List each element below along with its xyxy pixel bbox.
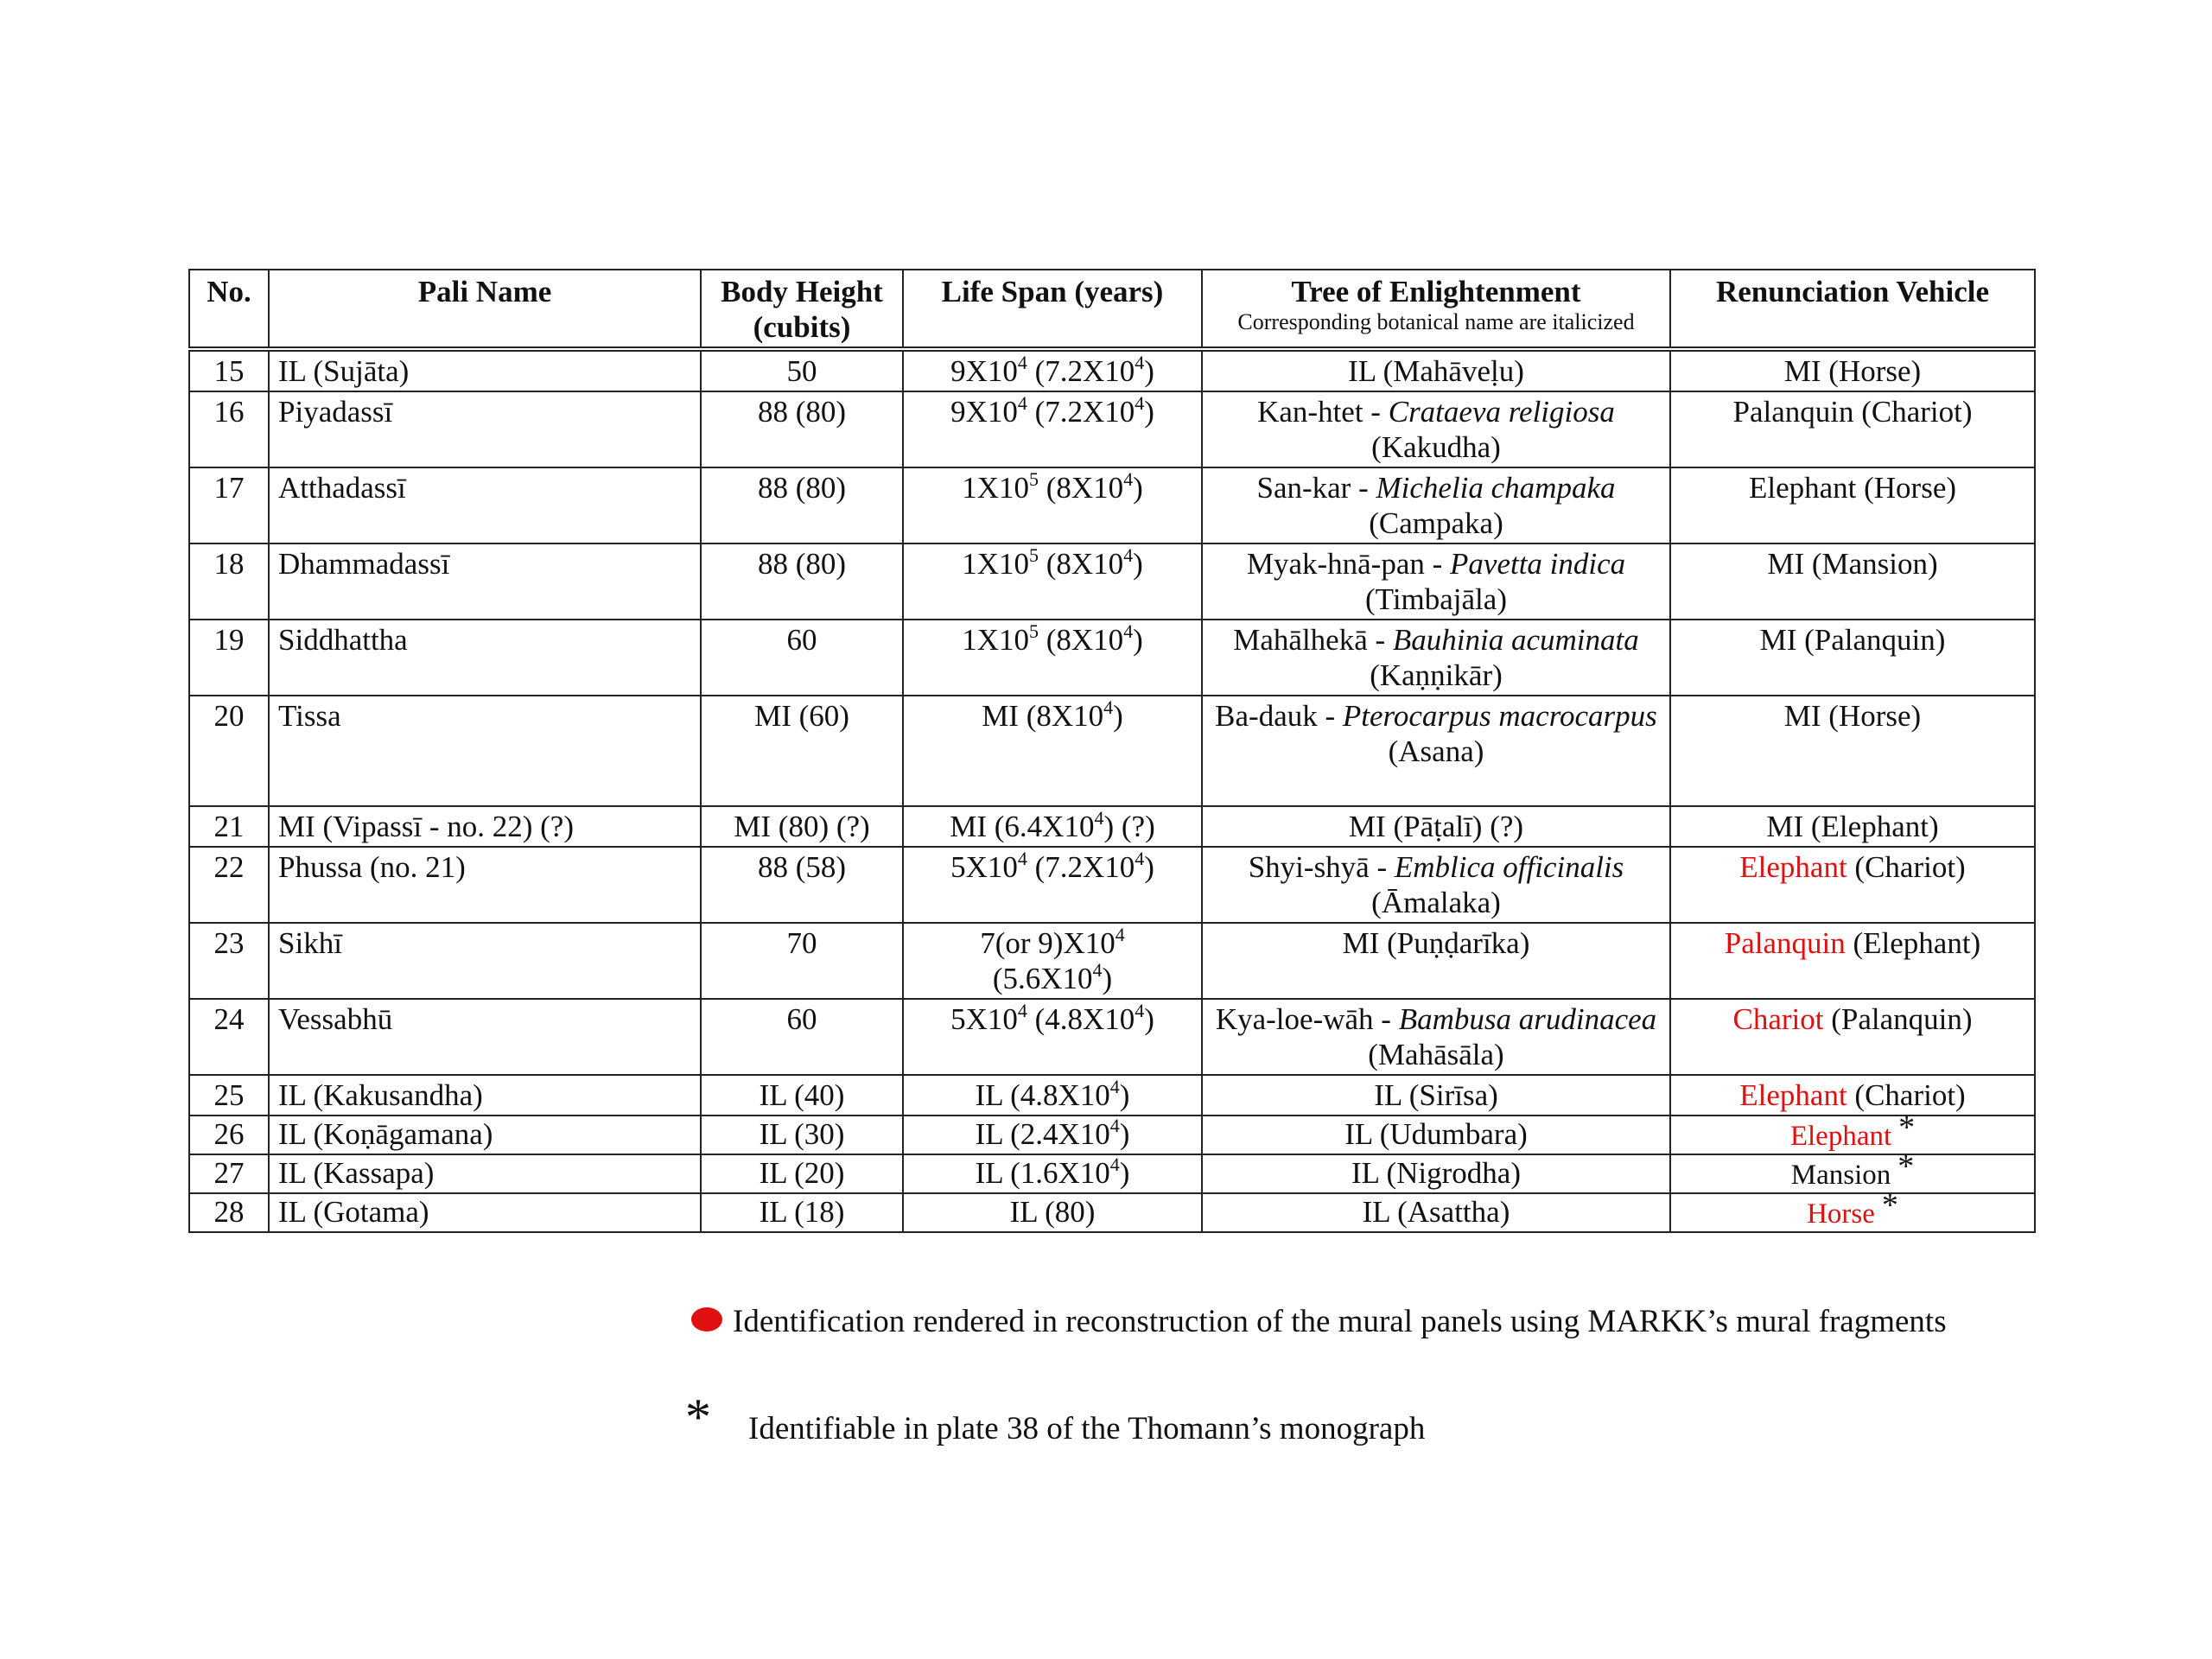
tree-botanical-name: Pavetta indica (1450, 547, 1626, 581)
cell-tree (1202, 806, 1670, 847)
cell-no: 17 (189, 467, 269, 543)
cell-body-height: 60 (701, 620, 903, 696)
tree-local-name: Kya-loe-wāh - (1215, 1002, 1399, 1036)
cell-pali-name: Sikhī (269, 923, 701, 999)
life-span-part: IL (2.4X10 (975, 1117, 1110, 1151)
tree-local-name: Shyi-shyā - (1248, 850, 1395, 884)
cell-body-height: MI (80) (?) (701, 806, 903, 847)
life-span-part: (4.8X10 (1027, 1002, 1135, 1036)
header-body-height (701, 270, 903, 349)
life-span-part: 7(or 9)X10 (980, 926, 1116, 960)
vehicle-reconstructed: Palanquin (1724, 926, 1846, 960)
cell-life-span (903, 620, 1202, 696)
life-span-part: (8X10 (1038, 471, 1124, 505)
vehicle-reconstructed: Chariot (1732, 1002, 1824, 1036)
cell-no: 27 (189, 1154, 269, 1193)
life-span-part: IL (4.8X10 (975, 1078, 1110, 1112)
life-span-part: ) (1144, 395, 1154, 429)
tree-botanical-name: Michelia champaka (1376, 471, 1616, 505)
tree-pali-name: (Mahāsāla) (1368, 1038, 1504, 1071)
vehicle-label: Palanquin (Chariot) (1732, 395, 1973, 429)
cell-pali-name: Vessabhū (269, 999, 701, 1075)
cell-tree (1202, 1075, 1670, 1116)
cell-pali-name: Dhammadassī (269, 543, 701, 620)
cell-no: 21 (189, 806, 269, 847)
cell-pali-name: Siddhattha (269, 620, 701, 696)
cell-life-span (903, 696, 1202, 806)
life-span-part: 4 (1109, 1076, 1120, 1097)
cell-tree (1202, 391, 1670, 467)
vehicle-label: MI (Palanquin) (1759, 623, 1946, 657)
cell-pali-name: Piyadassī (269, 391, 701, 467)
vehicle-label: MI (Horse) (1783, 354, 1922, 388)
cell-tree (1202, 999, 1670, 1075)
life-span-part: 9X10 (950, 395, 1018, 429)
tree-local-name: San-kar - (1256, 471, 1376, 505)
vehicle-label: MI (Elephant) (1766, 810, 1939, 843)
cell-life-span (903, 1116, 1202, 1154)
tree-local-name: Mahālhekā - (1233, 623, 1393, 657)
life-span-part: 4 (1123, 468, 1134, 490)
cell-no: 23 (189, 923, 269, 999)
table-row (189, 696, 2035, 806)
life-span-part: ) (1133, 471, 1143, 505)
life-span-part: MI (6.4X10 (950, 810, 1095, 843)
life-span-part: 5X10 (950, 850, 1018, 884)
life-span-part: 4 (1017, 392, 1027, 414)
cell-vehicle (1670, 391, 2035, 467)
cell-vehicle (1670, 923, 2035, 999)
cell-vehicle (1670, 1109, 2035, 1154)
cell-body-height: 70 (701, 923, 903, 999)
tree-local-name: Myak-hnā-pan - (1246, 547, 1451, 581)
cell-no: 28 (189, 1193, 269, 1232)
cell-vehicle (1670, 467, 2035, 543)
life-span-part: ) (1133, 623, 1143, 657)
cell-no: 22 (189, 847, 269, 923)
header-tree-label: Tree of Enlightenment (1291, 275, 1581, 308)
cell-vehicle (1670, 696, 2035, 806)
table-row (189, 1193, 2035, 1232)
cell-body-height: IL (18) (701, 1193, 903, 1232)
cell-body-height: IL (20) (701, 1154, 903, 1193)
cell-body-height: 88 (80) (701, 391, 903, 467)
cell-vehicle (1670, 999, 2035, 1075)
life-span-part: IL (80) (1009, 1195, 1096, 1229)
tree-local-name: MI (Pāṭalī) (?) (1348, 810, 1524, 843)
life-span-part: 4 (1017, 352, 1027, 373)
cell-life-span (903, 806, 1202, 847)
life-span-part: 4 (1123, 620, 1134, 642)
life-span-part: 5X10 (950, 1002, 1018, 1036)
cell-life-span (903, 923, 1202, 999)
life-span-part: 1X10 (962, 623, 1029, 657)
life-span-part: 5 (1028, 468, 1039, 490)
life-span-part: 4 (1017, 848, 1027, 869)
cell-tree (1202, 349, 1670, 391)
header-vehicle: Renunciation Vehicle (1670, 270, 2035, 349)
life-span-part: ) (1113, 699, 1123, 733)
life-span-part: 4 (1135, 392, 1145, 414)
cell-vehicle (1670, 1148, 2035, 1193)
tree-local-name: IL (Udumbara) (1344, 1117, 1528, 1151)
tree-botanical-name: Crataeva religiosa (1388, 395, 1615, 429)
life-span-part: 4 (1109, 1115, 1120, 1136)
vehicle-label: (Elephant) (1845, 926, 1981, 960)
cell-no: 26 (189, 1116, 269, 1154)
tree-pali-name: (Kaṇṇikār) (1370, 658, 1503, 692)
table-row (189, 1075, 2035, 1116)
life-span-part: ) (1119, 1078, 1130, 1112)
life-span-part: 4 (1109, 1154, 1120, 1175)
tree-botanical-name: Bauhinia acuminata (1392, 623, 1639, 657)
table-row (189, 391, 2035, 467)
life-span-part: (7.2X10 (1027, 354, 1135, 388)
tree-botanical-name: Pterocarpus macrocarpus (1342, 699, 1657, 733)
asterisk-icon: * (685, 1389, 711, 1446)
header-row (189, 270, 2035, 349)
cell-pali-name: Atthadassī (269, 467, 701, 543)
cell-tree (1202, 543, 1670, 620)
tree-pali-name: (Campaka) (1369, 506, 1503, 540)
asterisk-icon: * (1897, 1148, 1915, 1185)
cell-body-height: 60 (701, 999, 903, 1075)
cell-tree (1202, 847, 1670, 923)
life-span-part: MI (8X10 (982, 699, 1104, 733)
header-pali-name: Pali Name (269, 270, 701, 349)
cell-body-height: IL (40) (701, 1075, 903, 1116)
life-span-part: (8X10 (1038, 623, 1124, 657)
tree-local-name: Ba-dauk - (1215, 699, 1343, 733)
vehicle-reconstructed: Elephant (1739, 1078, 1847, 1112)
life-span-part: IL (1.6X10 (975, 1156, 1110, 1190)
red-dot-icon (691, 1307, 722, 1332)
life-span-part: 5 (1028, 544, 1039, 566)
life-span-part: (8X10 (1038, 547, 1124, 581)
vehicle-label: Mansion (1790, 1160, 1891, 1191)
table-row (189, 543, 2035, 620)
life-span-part: ) (1102, 962, 1113, 995)
vehicle-label: MI (Mansion) (1767, 547, 1938, 581)
cell-pali-name: Phussa (no. 21) (269, 847, 701, 923)
cell-no: 20 (189, 696, 269, 806)
tree-botanical-name: Emblica officinalis (1394, 850, 1624, 884)
life-span-part: ) (?) (1103, 810, 1155, 843)
tree-botanical-name: Bambusa arudinacea (1398, 1002, 1657, 1036)
legend-red-dot-text: Identification rendered in reconstruction of the mural panels using MARKK’s mural fragments (733, 1304, 1947, 1339)
cell-body-height: 88 (80) (701, 543, 903, 620)
life-span-part: ) (1119, 1156, 1130, 1190)
vehicle-label: MI (Horse) (1783, 699, 1922, 733)
life-span-part: (7.2X10 (1027, 395, 1135, 429)
cell-life-span (903, 1193, 1202, 1232)
cell-tree (1202, 620, 1670, 696)
life-span-part: 4 (1103, 696, 1114, 718)
cell-life-span (903, 1075, 1202, 1116)
table-row (189, 1116, 2035, 1154)
cell-life-span (903, 543, 1202, 620)
tree-pali-name: (Kakudha) (1371, 430, 1501, 464)
life-span-part: (7.2X10 (1027, 850, 1135, 884)
tree-local-name: IL (Nigrodha) (1351, 1156, 1521, 1190)
cell-tree (1202, 1116, 1670, 1154)
cell-body-height: 50 (701, 349, 903, 391)
header-body-height-label: Body Height (721, 275, 883, 308)
table-row (189, 806, 2035, 847)
cell-life-span (903, 391, 1202, 467)
vehicle-label: (Palanquin) (1823, 1002, 1973, 1036)
vehicle-reconstructed: Elephant (1789, 1121, 1892, 1152)
tree-local-name: IL (Sirīsa) (1374, 1078, 1498, 1112)
life-span-part: ) (1133, 547, 1143, 581)
life-span-part: 4 (1115, 924, 1125, 945)
cell-pali-name: IL (Koṇāgamana) (269, 1116, 701, 1154)
legend-asterisk-text: Identifiable in plate 38 of the Thomann’s monograph (748, 1411, 1426, 1446)
cell-pali-name: IL (Kassapa) (269, 1154, 701, 1193)
cell-no: 16 (189, 391, 269, 467)
asterisk-icon: * (1881, 1187, 1898, 1224)
tree-local-name: IL (Asattha) (1362, 1195, 1510, 1229)
cell-body-height: 88 (80) (701, 467, 903, 543)
vehicle-label: (Chariot) (1847, 1078, 1966, 1112)
life-span-part: ) (1144, 354, 1154, 388)
cell-no: 24 (189, 999, 269, 1075)
cell-pali-name: IL (Gotama) (269, 1193, 701, 1232)
buddha-data-table (188, 269, 2036, 1233)
cell-vehicle (1670, 806, 2035, 847)
life-span-part: 4 (1135, 1000, 1145, 1021)
table-row (189, 847, 2035, 923)
cell-no: 25 (189, 1075, 269, 1116)
life-span-part: 4 (1092, 959, 1103, 981)
life-span-part: ) (1144, 1002, 1154, 1036)
vehicle-label: Elephant (Horse) (1748, 471, 1957, 505)
cell-life-span (903, 999, 1202, 1075)
header-life-span: Life Span (years) (903, 270, 1202, 349)
header-tree (1202, 270, 1670, 349)
cell-tree (1202, 696, 1670, 806)
tree-pali-name: (Asana) (1388, 734, 1484, 768)
life-span-part: 9X10 (950, 354, 1018, 388)
cell-body-height: 88 (58) (701, 847, 903, 923)
cell-pali-name: IL (Sujāta) (269, 349, 701, 391)
life-span-part: 5 (1028, 620, 1039, 642)
cell-tree (1202, 923, 1670, 999)
table-row (189, 467, 2035, 543)
cell-vehicle (1670, 847, 2035, 923)
cell-no: 15 (189, 349, 269, 391)
tree-local-name: IL (Mahāveḷu) (1348, 354, 1524, 388)
cell-tree (1202, 1193, 1670, 1232)
cell-life-span (903, 349, 1202, 391)
life-span-part: 4 (1135, 352, 1145, 373)
cell-tree (1202, 467, 1670, 543)
header-no: No. (189, 270, 269, 349)
vehicle-label: (Chariot) (1847, 850, 1966, 884)
life-span-part: 1X10 (962, 547, 1029, 581)
cell-vehicle (1670, 543, 2035, 620)
cell-vehicle (1670, 620, 2035, 696)
tree-local-name: Kan-htet - (1257, 395, 1389, 429)
cell-vehicle (1670, 349, 2035, 391)
cell-life-span (903, 467, 1202, 543)
cell-vehicle (1670, 1075, 2035, 1116)
cell-tree (1202, 1154, 1670, 1193)
cell-life-span (903, 847, 1202, 923)
table-row (189, 1154, 2035, 1193)
vehicle-reconstructed: Horse (1807, 1198, 1875, 1230)
cell-vehicle (1670, 1187, 2035, 1232)
vehicle-reconstructed: Elephant (1739, 850, 1847, 884)
life-span-part: 4 (1123, 544, 1134, 566)
table-row (189, 923, 2035, 999)
table-row (189, 620, 2035, 696)
table-row (189, 999, 2035, 1075)
cell-life-span (903, 1154, 1202, 1193)
cell-pali-name: Tissa (269, 696, 701, 806)
header-body-height-unit: (cubits) (753, 310, 851, 344)
cell-body-height: IL (30) (701, 1116, 903, 1154)
cell-pali-name: MI (Vipassī - no. 22) (?) (269, 806, 701, 847)
asterisk-icon: * (1898, 1109, 1916, 1146)
cell-no: 18 (189, 543, 269, 620)
cell-pali-name: IL (Kakusandha) (269, 1075, 701, 1116)
life-span-part: 1X10 (962, 471, 1029, 505)
life-span-part: 4 (1094, 807, 1104, 829)
life-span-part: (5.6X10 (992, 962, 1093, 995)
life-span-part: 4 (1017, 1000, 1027, 1021)
table-row (189, 349, 2035, 391)
cell-body-height: MI (60) (701, 696, 903, 806)
tree-pali-name: (Āmalaka) (1371, 886, 1501, 919)
cell-no: 19 (189, 620, 269, 696)
tree-local-name: MI (Puṇḍarīka) (1342, 926, 1530, 960)
tree-pali-name: (Timbajāla) (1365, 582, 1507, 616)
life-span-part: ) (1144, 850, 1154, 884)
life-span-part: 4 (1135, 848, 1145, 869)
life-span-part: ) (1119, 1117, 1130, 1151)
header-tree-note: Corresponding botanical name are italicized (1237, 309, 1635, 334)
